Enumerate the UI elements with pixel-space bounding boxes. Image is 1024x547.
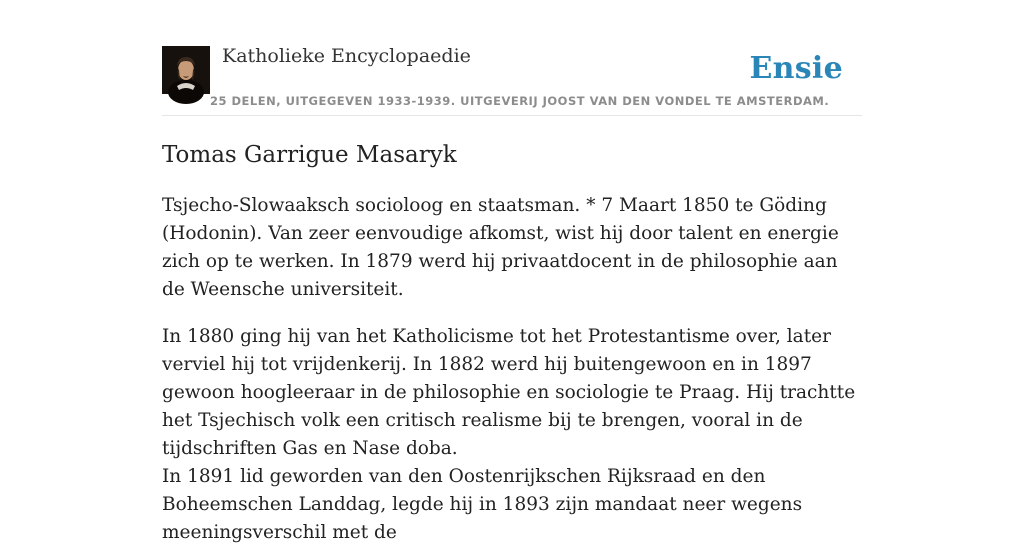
article-paragraph-1: Tsjecho-Slowaaksch socioloog en staatsman. * 7 Maart 1850 te Göding (Hodonin). Van zeer eenvoudige afkomst, wist hij door talent en energie zich op te werken. In 1879 werd hij privaatdocent in de philosophie aan de Weensche universiteit. [162, 195, 839, 300]
article-paragraph-2: In 1880 ging hij van het Katholicisme tot het Protestantisme over, later verviel hij tot vrijdenkerij. In 1882 werd hij buitengewoon en in 1897 gewoon hoogleeraar in de philosophie en sociologie te Praag. Hij trachtte het Tsjechisch volk een critisch realisme bij te brengen, vooral in de tijdschriften Gas en Nase doba. [162, 326, 856, 459]
site-name[interactable]: Katholieke Encyclopaedie [222, 45, 471, 67]
article-paragraph-3: In 1891 lid geworden van den Oostenrijkschen Rijksraad en den Boheemschen Landdag, legde hij in 1893 zijn mandaat neer wegens meeningsverschil met de [162, 466, 803, 543]
portrait-avatar-icon[interactable] [162, 46, 210, 94]
brand-logo[interactable]: Ensie [749, 51, 843, 86]
page [162, 0, 862, 543]
article-title: Tomas Garrigue Masaryk [162, 142, 457, 168]
publication-info: 25 DELEN, UITGEGEVEN 1933-1939. UITGEVERIJ JOOST VAN DEN VONDEL TE AMSTERDAM. [210, 94, 830, 108]
header [162, 0, 862, 116]
